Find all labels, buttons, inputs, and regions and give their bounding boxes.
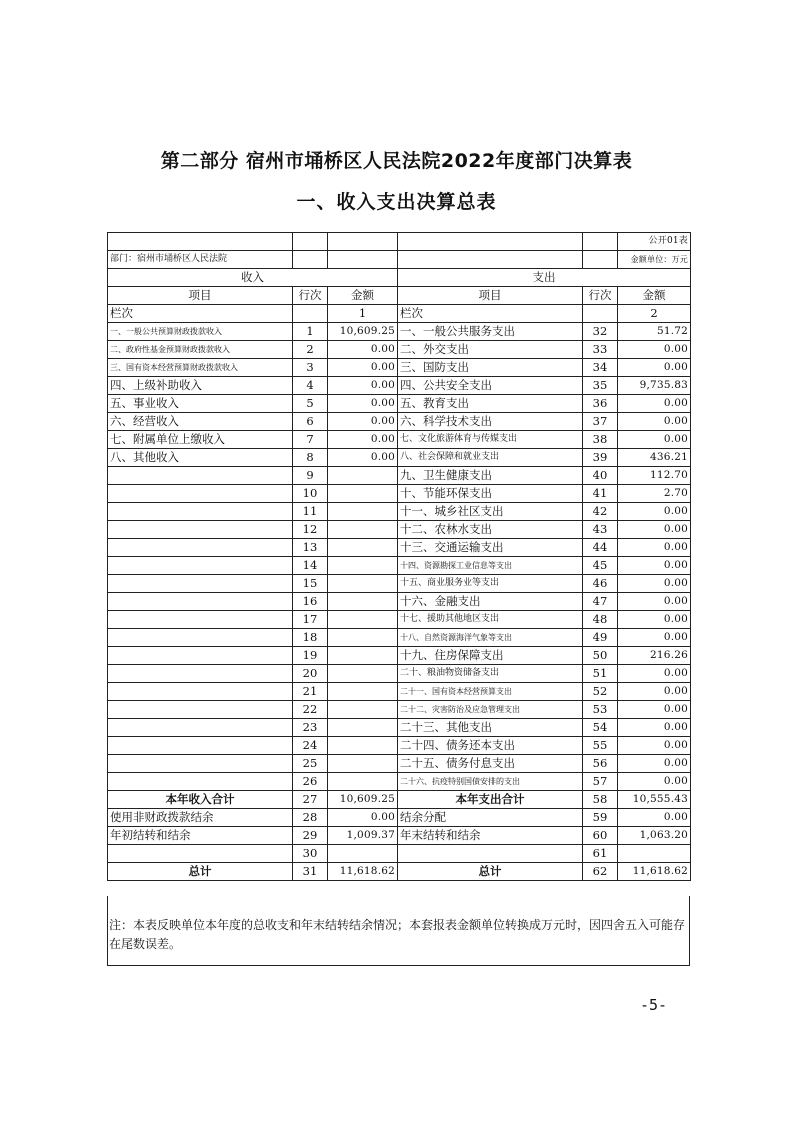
expense-item: 八、社会保障和就业支出	[398, 449, 583, 467]
expense-item: 四、公共安全支出	[398, 377, 583, 395]
row-number: 60	[583, 827, 618, 845]
lanci-label: 栏次	[398, 305, 583, 323]
expense-item: 二十五、债务付息支出	[398, 755, 583, 773]
expense-item: 十六、金融支出	[398, 593, 583, 611]
distribution-label: 结余分配	[398, 809, 583, 827]
income-amount: 10,609.25	[328, 323, 398, 341]
table-row	[108, 341, 691, 359]
row-number: 23	[293, 719, 328, 737]
income-item: 八、其他收入	[108, 449, 293, 467]
row-number: 45	[583, 557, 618, 575]
income-item	[108, 485, 293, 503]
table-note: 注：本表反映单位本年度的总收支和年末结转结余情况；本套报表金额单位转换成万元时，因四舍五入可能存在尾数误差。	[109, 918, 686, 951]
income-amount	[328, 485, 398, 503]
income-item	[108, 611, 293, 629]
table-row	[108, 701, 691, 719]
col-row: 行次	[583, 287, 618, 305]
row-number: 59	[583, 809, 618, 827]
row-number: 54	[583, 719, 618, 737]
expense-item: 二十一、国有资本经营预算支出	[398, 683, 583, 701]
table-row	[108, 629, 691, 647]
income-item	[108, 629, 293, 647]
grand-total-label: 总计	[108, 863, 293, 881]
page-title: 第二部分 宿州市埇桥区人民法院2022年度部门决算表	[160, 150, 633, 172]
table-row	[108, 431, 691, 449]
expense-amount: 0.00	[618, 593, 691, 611]
expense-item: 十九、住房保障支出	[398, 647, 583, 665]
row-number: 4	[293, 377, 328, 395]
col-index-1: 1	[328, 305, 398, 323]
income-item: 六、经营收入	[108, 413, 293, 431]
row-number: 57	[583, 773, 618, 791]
table-row	[108, 467, 691, 485]
department-label: 部门：宿州市埇桥区人民法院	[108, 251, 293, 269]
expense-amount: 0.00	[618, 503, 691, 521]
income-total-label: 本年收入合计	[108, 791, 293, 809]
table-row	[108, 647, 691, 665]
table-row	[108, 611, 691, 629]
unit-label: 金额单位：万元	[618, 251, 691, 269]
expense-item: 三、国防支出	[398, 359, 583, 377]
expense-amount: 0.00	[618, 395, 691, 413]
expense-item: 十一、城乡社区支出	[398, 503, 583, 521]
row-number: 8	[293, 449, 328, 467]
income-header: 收入	[108, 269, 398, 287]
expense-amount: 0.00	[618, 341, 691, 359]
income-amount: 0.00	[328, 359, 398, 377]
expense-amount: 0.00	[618, 719, 691, 737]
income-item	[108, 539, 293, 557]
expense-item: 二十四、债务还本支出	[398, 737, 583, 755]
income-item	[108, 647, 293, 665]
expense-item: 二十二、灾害防治及应急管理支出	[398, 701, 583, 719]
row-number: 55	[583, 737, 618, 755]
table-row	[108, 593, 691, 611]
col-item: 项目	[398, 287, 583, 305]
expense-item: 一、一般公共服务支出	[398, 323, 583, 341]
income-amount	[328, 647, 398, 665]
income-amount	[328, 467, 398, 485]
row-number: 31	[293, 863, 328, 881]
expense-item: 二十六、抗疫特别国债安排的支出	[398, 773, 583, 791]
expense-amount: 0.00	[618, 575, 691, 593]
income-item	[108, 755, 293, 773]
income-item: 二、政府性基金预算财政拨款收入	[108, 341, 293, 359]
income-item: 五、事业收入	[108, 395, 293, 413]
expense-item: 十八、自然资源海洋气象等支出	[398, 629, 583, 647]
income-item	[108, 575, 293, 593]
income-item	[108, 719, 293, 737]
expense-item: 十七、援助其他地区支出	[398, 611, 583, 629]
expense-item: 二、外交支出	[398, 341, 583, 359]
row-number: 47	[583, 593, 618, 611]
table-row	[108, 485, 691, 503]
form-number: 公开01表	[618, 233, 691, 251]
income-total: 10,609.25	[328, 791, 398, 809]
expense-item: 十五、商业服务业等支出	[398, 575, 583, 593]
income-amount	[328, 773, 398, 791]
row-number: 35	[583, 377, 618, 395]
income-item: 三、国有资本经营预算财政拨款收入	[108, 359, 293, 377]
distribution: 0.00	[618, 809, 691, 827]
income-amount	[328, 719, 398, 737]
table-row	[108, 719, 691, 737]
col-amount: 金额	[328, 287, 398, 305]
expense-amount: 0.00	[618, 557, 691, 575]
income-item: 一、一般公共预算财政拨款收入	[108, 323, 293, 341]
row-number: 26	[293, 773, 328, 791]
expense-amount: 216.26	[618, 647, 691, 665]
income-amount	[328, 503, 398, 521]
income-amount	[328, 575, 398, 593]
table-row	[108, 557, 691, 575]
row-number: 41	[583, 485, 618, 503]
income-amount	[328, 557, 398, 575]
row-number: 21	[293, 683, 328, 701]
table-row	[108, 539, 691, 557]
row-number: 42	[583, 503, 618, 521]
expense-amount: 112.70	[618, 467, 691, 485]
row-number: 7	[293, 431, 328, 449]
row-number: 32	[583, 323, 618, 341]
income-item: 七、附属单位上缴收入	[108, 431, 293, 449]
row-number: 56	[583, 755, 618, 773]
income-amount: 0.00	[328, 449, 398, 467]
table-row	[108, 683, 691, 701]
expense-amount: 51.72	[618, 323, 691, 341]
income-amount	[328, 737, 398, 755]
expense-item: 七、文化旅游体育与传媒支出	[398, 431, 583, 449]
row-number: 44	[583, 539, 618, 557]
col-index-2: 2	[618, 305, 691, 323]
income-amount	[328, 665, 398, 683]
income-amount: 0.00	[328, 341, 398, 359]
expense-total: 10,555.43	[618, 791, 691, 809]
row-number: 58	[583, 791, 618, 809]
row-number: 51	[583, 665, 618, 683]
expense-item: 九、卫生健康支出	[398, 467, 583, 485]
income-amount: 0.00	[328, 413, 398, 431]
expense-amount: 0.00	[618, 359, 691, 377]
expense-item: 十二、农林水支出	[398, 521, 583, 539]
income-amount	[328, 701, 398, 719]
row-number: 38	[583, 431, 618, 449]
table-row	[108, 377, 691, 395]
table-row	[108, 413, 691, 431]
row-number: 36	[583, 395, 618, 413]
income-item	[108, 683, 293, 701]
row-number: 61	[583, 845, 618, 863]
row-number: 10	[293, 485, 328, 503]
expense-item: 二十、粮油物资储备支出	[398, 665, 583, 683]
begin-balance: 1,009.37	[328, 827, 398, 845]
income-item	[108, 701, 293, 719]
income-amount	[328, 593, 398, 611]
row-number: 33	[583, 341, 618, 359]
row-number: 28	[293, 809, 328, 827]
end-balance-label: 年末结转和结余	[398, 827, 583, 845]
table-row	[108, 323, 691, 341]
income-item	[108, 467, 293, 485]
row-number: 29	[293, 827, 328, 845]
income-amount	[328, 611, 398, 629]
expense-item: 十、节能环保支出	[398, 485, 583, 503]
expense-amount: 0.00	[618, 665, 691, 683]
expense-amount: 0.00	[618, 737, 691, 755]
expense-amount: 2.70	[618, 485, 691, 503]
row-number: 30	[293, 845, 328, 863]
grand-total-income: 11,618.62	[328, 863, 398, 881]
expense-item: 二十三、其他支出	[398, 719, 583, 737]
expense-amount: 0.00	[618, 413, 691, 431]
page-number: -5-	[640, 996, 668, 1014]
row-number: 14	[293, 557, 328, 575]
row-number: 50	[583, 647, 618, 665]
row-number: 6	[293, 413, 328, 431]
grand-total-label: 总计	[398, 863, 583, 881]
table-row	[108, 359, 691, 377]
row-number: 5	[293, 395, 328, 413]
income-item	[108, 593, 293, 611]
table-row	[108, 521, 691, 539]
row-number: 48	[583, 611, 618, 629]
begin-balance-label: 年初结转和结余	[108, 827, 293, 845]
income-amount: 0.00	[328, 377, 398, 395]
row-number: 1	[293, 323, 328, 341]
row-number: 18	[293, 629, 328, 647]
expense-amount: 9,735.83	[618, 377, 691, 395]
row-number: 12	[293, 521, 328, 539]
row-number: 13	[293, 539, 328, 557]
table-row	[108, 449, 691, 467]
row-number: 9	[293, 467, 328, 485]
income-amount	[328, 629, 398, 647]
income-expense-table	[107, 232, 691, 881]
table-row	[108, 503, 691, 521]
row-number: 43	[583, 521, 618, 539]
income-item	[108, 521, 293, 539]
income-amount	[328, 683, 398, 701]
row-number: 52	[583, 683, 618, 701]
expense-item: 六、科学技术支出	[398, 413, 583, 431]
expense-total-label: 本年支出合计	[398, 791, 583, 809]
row-number: 11	[293, 503, 328, 521]
end-balance: 1,063.20	[618, 827, 691, 845]
income-item	[108, 665, 293, 683]
expense-header: 支出	[398, 269, 691, 287]
table-row	[108, 575, 691, 593]
col-amount: 金额	[618, 287, 691, 305]
row-number: 27	[293, 791, 328, 809]
row-number: 37	[583, 413, 618, 431]
income-amount: 0.00	[328, 431, 398, 449]
row-number: 49	[583, 629, 618, 647]
expense-item: 五、教育支出	[398, 395, 583, 413]
row-number: 24	[293, 737, 328, 755]
row-number: 3	[293, 359, 328, 377]
expense-amount: 0.00	[618, 629, 691, 647]
table-row	[108, 755, 691, 773]
expense-amount: 436.21	[618, 449, 691, 467]
row-number: 39	[583, 449, 618, 467]
table-row	[108, 773, 691, 791]
expense-item: 十三、交通运输支出	[398, 539, 583, 557]
income-item	[108, 557, 293, 575]
income-amount	[328, 755, 398, 773]
row-number: 2	[293, 341, 328, 359]
expense-amount: 0.00	[618, 431, 691, 449]
grand-total-expense: 11,618.62	[618, 863, 691, 881]
row-number: 17	[293, 611, 328, 629]
row-number: 15	[293, 575, 328, 593]
expense-amount: 0.00	[618, 755, 691, 773]
row-number: 19	[293, 647, 328, 665]
income-amount	[328, 539, 398, 557]
table-row	[108, 665, 691, 683]
col-item: 项目	[108, 287, 293, 305]
row-number: 40	[583, 467, 618, 485]
fund-balance-label: 使用非财政拨款结余	[108, 809, 293, 827]
table-row	[108, 737, 691, 755]
lanci-label: 栏次	[108, 305, 293, 323]
row-number: 62	[583, 863, 618, 881]
expense-amount: 0.00	[618, 521, 691, 539]
expense-amount: 0.00	[618, 611, 691, 629]
expense-amount: 0.00	[618, 701, 691, 719]
table-subtitle: 一、收入支出决算总表	[296, 191, 497, 213]
income-item	[108, 503, 293, 521]
row-number: 16	[293, 593, 328, 611]
row-number: 22	[293, 701, 328, 719]
expense-amount: 0.00	[618, 683, 691, 701]
expense-item: 十四、资源勘探工业信息等支出	[398, 557, 583, 575]
row-number: 53	[583, 701, 618, 719]
expense-amount: 0.00	[618, 539, 691, 557]
col-row: 行次	[293, 287, 328, 305]
income-item	[108, 773, 293, 791]
income-item	[108, 737, 293, 755]
expense-amount: 0.00	[618, 773, 691, 791]
income-item: 四、上级补助收入	[108, 377, 293, 395]
row-number: 46	[583, 575, 618, 593]
row-number: 25	[293, 755, 328, 773]
income-amount	[328, 521, 398, 539]
income-amount: 0.00	[328, 395, 398, 413]
table-row	[108, 395, 691, 413]
row-number: 20	[293, 665, 328, 683]
row-number: 34	[583, 359, 618, 377]
fund-balance: 0.00	[328, 809, 398, 827]
